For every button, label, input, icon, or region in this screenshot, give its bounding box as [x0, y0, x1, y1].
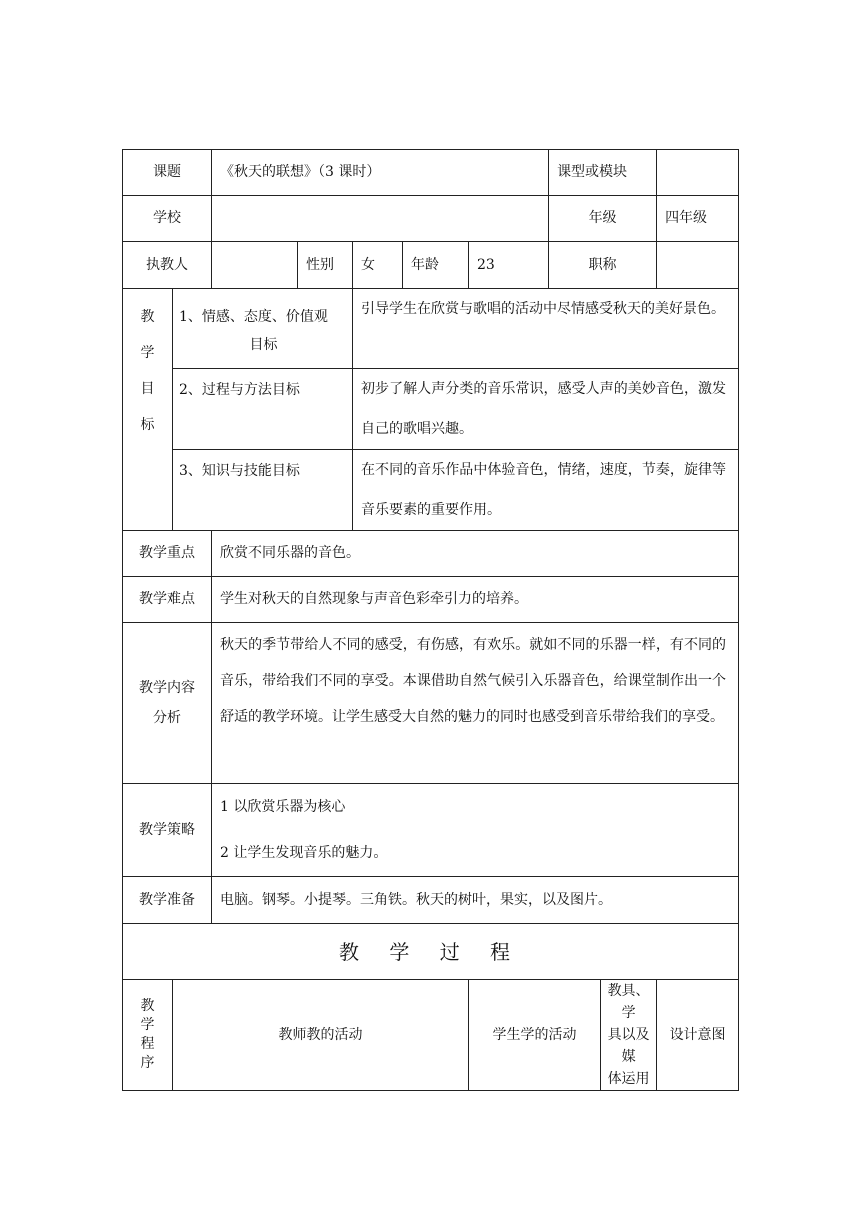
- process-title: 教 学 过 程: [123, 924, 739, 980]
- objective-2-label: 2、过程与方法目标: [173, 369, 353, 450]
- objective-row: [123, 289, 739, 369]
- objectives-label: 教 学 目 标: [123, 289, 173, 531]
- difficulties-row: [123, 577, 739, 623]
- topic-label: 课题: [123, 150, 212, 196]
- process-title-row: [123, 924, 739, 980]
- objective-2-content: 初步了解人声分类的音乐常识，感受人声的美妙音色，激发自己的歌唱兴趣。: [353, 369, 739, 450]
- strategy-label: 教学策略: [123, 784, 212, 877]
- key-points-content: 欣赏不同乐器的音色。: [212, 531, 739, 577]
- objective-3-label: 3、知识与技能目标: [173, 450, 353, 531]
- lesson-plan-table: [122, 149, 739, 1091]
- age-label: 年龄: [403, 242, 469, 289]
- lesson-type-label: 课型或模块: [549, 150, 657, 196]
- strategy-row: [123, 784, 739, 877]
- key-points-label: 教学重点: [123, 531, 212, 577]
- job-title-label: 职称: [549, 242, 657, 289]
- strategy-content: [212, 784, 739, 877]
- age-value: 23: [469, 242, 549, 289]
- strategy-item: 2 让学生发现音乐的魅力。: [220, 845, 388, 861]
- media-header: 教具、学 具以及媒 体运用: [601, 980, 657, 1091]
- objective-1-label: 1、情感、态度、价值观 目标: [173, 289, 353, 369]
- design-intent-header: 设计意图: [657, 980, 739, 1091]
- sequence-header: 教 学 程 序: [123, 980, 173, 1091]
- preparation-label: 教学准备: [123, 877, 212, 924]
- preparation-content: 电脑。钢琴。小提琴。三角铁。秋天的树叶，果实，以及图片。: [212, 877, 739, 924]
- school-value: [212, 196, 549, 242]
- objective-row: [123, 450, 739, 531]
- topic-row: [123, 150, 739, 196]
- teacher-value: [212, 242, 298, 289]
- objective-3-content: 在不同的音乐作品中体验音色，情绪，速度，节奏，旋律等音乐要素的重要作用。: [353, 450, 739, 531]
- teacher-activity-header: 教师教的活动: [173, 980, 469, 1091]
- difficulties-content: 学生对秋天的自然现象与声音色彩牵引力的培养。: [212, 577, 739, 623]
- content-analysis-row: [123, 623, 739, 784]
- teacher-label: 执教人: [123, 242, 212, 289]
- lesson-type-value: [657, 150, 739, 196]
- topic-value: 《秋天的联想》（3 课时）: [212, 150, 549, 196]
- key-points-row: [123, 531, 739, 577]
- objective-1-content: 引导学生在欣赏与歌唱的活动中尽情感受秋天的美好景色。: [353, 289, 739, 369]
- preparation-row: [123, 877, 739, 924]
- grade-label: 年级: [549, 196, 657, 242]
- gender-label: 性别: [298, 242, 353, 289]
- school-row: [123, 196, 739, 242]
- student-activity-header: 学生学的活动: [469, 980, 601, 1091]
- content-analysis-label: 教学内容 分析: [123, 623, 212, 784]
- difficulties-label: 教学难点: [123, 577, 212, 623]
- gender-value: 女: [353, 242, 403, 289]
- school-label: 学校: [123, 196, 212, 242]
- objective-row: [123, 369, 739, 450]
- content-analysis-text: 秋天的季节带给人不同的感受，有伤感，有欢乐。就如不同的乐器一样，有不同的音乐，带给我们不同的享受。本课借助自然气候引入乐器音色，给课堂制作出一个舒适的教学环境。让学生感受大自然的魅力的同时也感受到音乐带给我们的享受。: [212, 623, 739, 784]
- process-header-row: [123, 980, 739, 1091]
- teacher-row: [123, 242, 739, 289]
- job-title-value: [657, 242, 739, 289]
- strategy-item: 1 以欣赏乐器为核心: [220, 799, 346, 815]
- grade-value: 四年级: [657, 196, 739, 242]
